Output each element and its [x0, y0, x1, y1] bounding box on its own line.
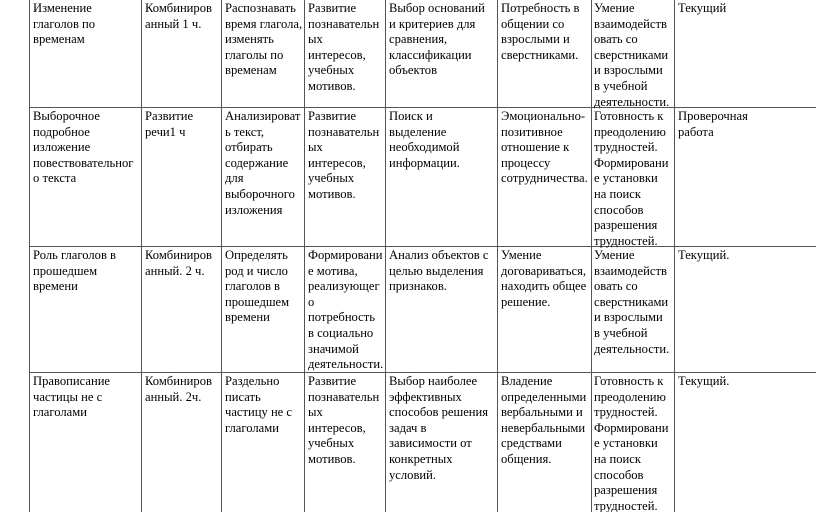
personal-outcomes-cell: Развитие познавательн ых интересов, учебных мотивов. [308, 1, 380, 93]
content-cell: Распознавать время глагола, изменять глаголы по временам [225, 1, 303, 78]
cognitive-outcomes-cell: Поиск и выделение необходимой информации. [389, 109, 460, 170]
cognitive-outcomes-cell: Выбор оснований и критериев для сравнения, классификации объектов [389, 1, 485, 78]
column-divider [304, 0, 305, 512]
content-cell: Раздельно писать частицу не с глаголами [225, 374, 293, 435]
content-cell: Определять род и число глаголов в прошедшем времени [225, 248, 290, 325]
content-cell: Анализироват ь текст, отбирать содержание для выборочного изложения [225, 109, 301, 217]
communicative-outcomes-cell: Умение договариваться, находить общее решение. [501, 248, 587, 309]
control-type-cell: Текущий. [678, 374, 730, 388]
row-divider [29, 246, 816, 247]
regulative-outcomes-cell: Умение взаимодейств овать со сверстниками и взрослыми в учебной деятельности. [594, 248, 670, 356]
communicative-outcomes-cell: Потребность в общении со взрослыми и сверстниками. [501, 1, 580, 62]
personal-outcomes-cell: Формировани е мотива, реализующег о потребность в социально значимой деятельности. [308, 248, 384, 372]
column-divider [29, 0, 30, 512]
communicative-outcomes-cell: Владение определенными вербальными и невербальными средствами общения. [501, 374, 587, 466]
column-divider [141, 0, 142, 512]
lesson-type-cell: Комбиниров анный 1 ч. [145, 1, 212, 31]
personal-outcomes-cell: Развитие познавательн ых интересов, учебных мотивов. [308, 374, 380, 466]
lesson-type-cell: Развитие речи1 ч [145, 109, 194, 139]
column-divider [497, 0, 498, 512]
lesson-topic-cell: Правописание частицы не с глаголами [33, 374, 111, 420]
communicative-outcomes-cell: Эмоционально- позитивное отношение к процессу сотрудничества. [501, 109, 588, 186]
regulative-outcomes-cell: Готовность к преодолению трудностей. Формировани е установки на поиск способов разрешения трудностей. [594, 109, 669, 248]
regulative-outcomes-cell: Умение взаимодейств овать со сверстниками и взрослыми в учебной деятельности. [594, 1, 670, 109]
row-divider [29, 107, 816, 108]
row-divider [29, 372, 816, 373]
column-divider [674, 0, 675, 512]
lesson-topic-cell: Изменение глаголов по временам [33, 1, 96, 47]
control-type-cell: Проверочная работа [678, 109, 748, 139]
lesson-topic-cell: Выборочное подробное изложение повествовательног о текста [33, 109, 134, 186]
column-divider [591, 0, 592, 512]
column-divider [221, 0, 222, 512]
lesson-topic-cell: Роль глаголов в прошедшем времени [33, 248, 117, 294]
regulative-outcomes-cell: Готовность к преодолению трудностей. Формировани е установки на поиск способов разрешения трудностей. [594, 374, 669, 512]
control-type-cell: Текущий. [678, 248, 730, 262]
control-type-cell: Текущий [678, 1, 727, 15]
cognitive-outcomes-cell: Анализ объектов с целью выделения признаков. [389, 248, 489, 294]
personal-outcomes-cell: Развитие познавательн ых интересов, учебных мотивов. [308, 109, 380, 201]
cognitive-outcomes-cell: Выбор наиболее эффективных способов решения задач в зависимости от конкретных условий. [389, 374, 489, 482]
lesson-type-cell: Комбиниров анный. 2ч. [145, 374, 212, 404]
column-divider [385, 0, 386, 512]
lesson-type-cell: Комбиниров анный. 2 ч. [145, 248, 212, 278]
